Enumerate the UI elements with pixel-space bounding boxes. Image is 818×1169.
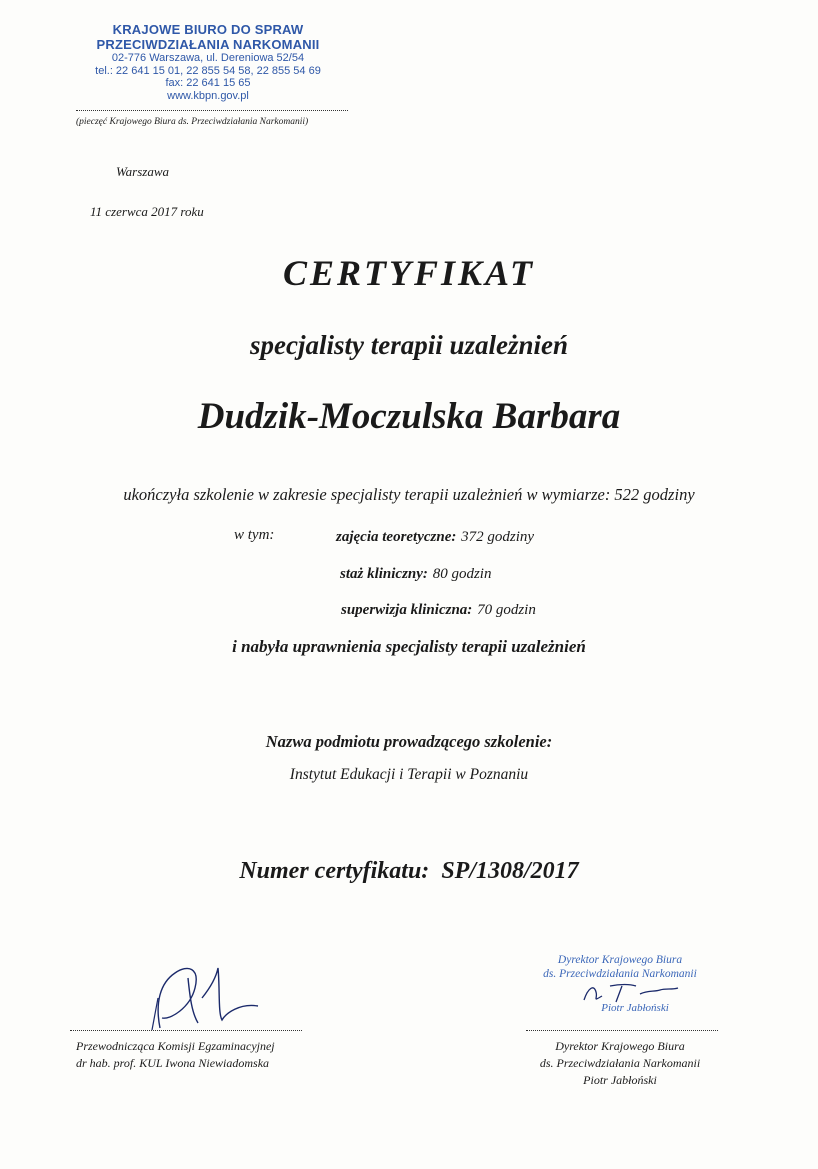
right-signatory [520,1038,720,1089]
breakdown-item [336,527,534,546]
handwritten-signature-right [580,978,690,1008]
certificate-number-value: SP/1308/2017 [441,858,579,884]
provider-label: Nazwa podmiotu prowadzącego szkolenie: [265,732,553,751]
breakdown-value: 80 godzin [432,566,492,582]
breakdown-intro: w tym: [234,527,275,543]
breakdown-label: staż kliniczny: [340,566,428,582]
right-signatory-name: Piotr Jabłoński [583,1073,657,1087]
stamp-line-2: PRZECIWDZIAŁANIA NARKOMANII [96,37,320,52]
certificate-subtitle: specjalisty terapii uzależnień [249,330,568,360]
place: Warszawa [116,164,169,179]
left-signatory-title: Przewodnicząca Komisji Egzaminacyjnej [76,1039,275,1053]
breakdown-label: superwizja kliniczna: [341,602,473,618]
stamp-caption: (pieczęć Krajowego Biura ds. Przeciwdziałania Narkomanii) [76,117,309,127]
stamp-website: www.kbpn.gov.pl [167,89,249,102]
stamp-line-1: KRAJOWE BIURO DO SPRAW [112,22,304,37]
qualification-statement: i nabyła uprawnienia specjalisty terapii uzależnień [232,637,586,656]
stamp-phone: tel.: 22 641 15 01, 22 855 54 58, 22 855 54 69 [95,64,321,77]
left-signature-line [70,1030,302,1031]
stamp-fax: fax: 22 641 15 65 [165,77,251,89]
certificate-number [0,858,818,885]
institution-stamp [72,22,344,102]
director-stamp-line-2: ds. Przeciwdziałania Narkomanii [543,968,697,980]
provider-name: Instytut Edukacji i Terapii w Poznaniu [289,766,529,783]
stamp-address: 02-776 Warszawa, ul. Dereniowa 52/54 [111,52,305,64]
certificate-number-label: Numer certyfikatu: [239,858,430,884]
certificate-title: CERTYFIKAT [282,253,536,293]
director-stamp-line-1: Dyrektor Krajowego Biura [557,954,683,966]
completion-statement: ukończyła szkolenie w zakresie specjalisty terapii uzależnień w wymiarze: 522 godziny [123,485,695,504]
left-signatory-name: dr hab. prof. KUL Iwona Niewiadomska [76,1056,270,1070]
director-stamp-name: Piotr Jabłoński [601,1002,669,1014]
right-signature-line [526,1030,718,1031]
breakdown-value: 70 godzin [477,602,536,618]
right-signatory-title: Dyrektor Krajowego Biura [555,1039,685,1053]
right-signatory-office: ds. Przeciwdziałania Narkomanii [539,1056,701,1070]
stamp-dotted-line [76,110,348,111]
handwritten-signature-left [140,958,290,1038]
left-signatory [76,1038,275,1072]
breakdown-item [340,564,491,583]
breakdown-label: zajęcia teoretyczne: [336,529,457,545]
breakdown-value: 372 godziny [461,529,535,545]
breakdown-item [341,600,536,619]
recipient-name: Dudzik-Moczulska Barbara [197,396,621,437]
date: 11 czerwca 2017 roku [90,204,204,219]
